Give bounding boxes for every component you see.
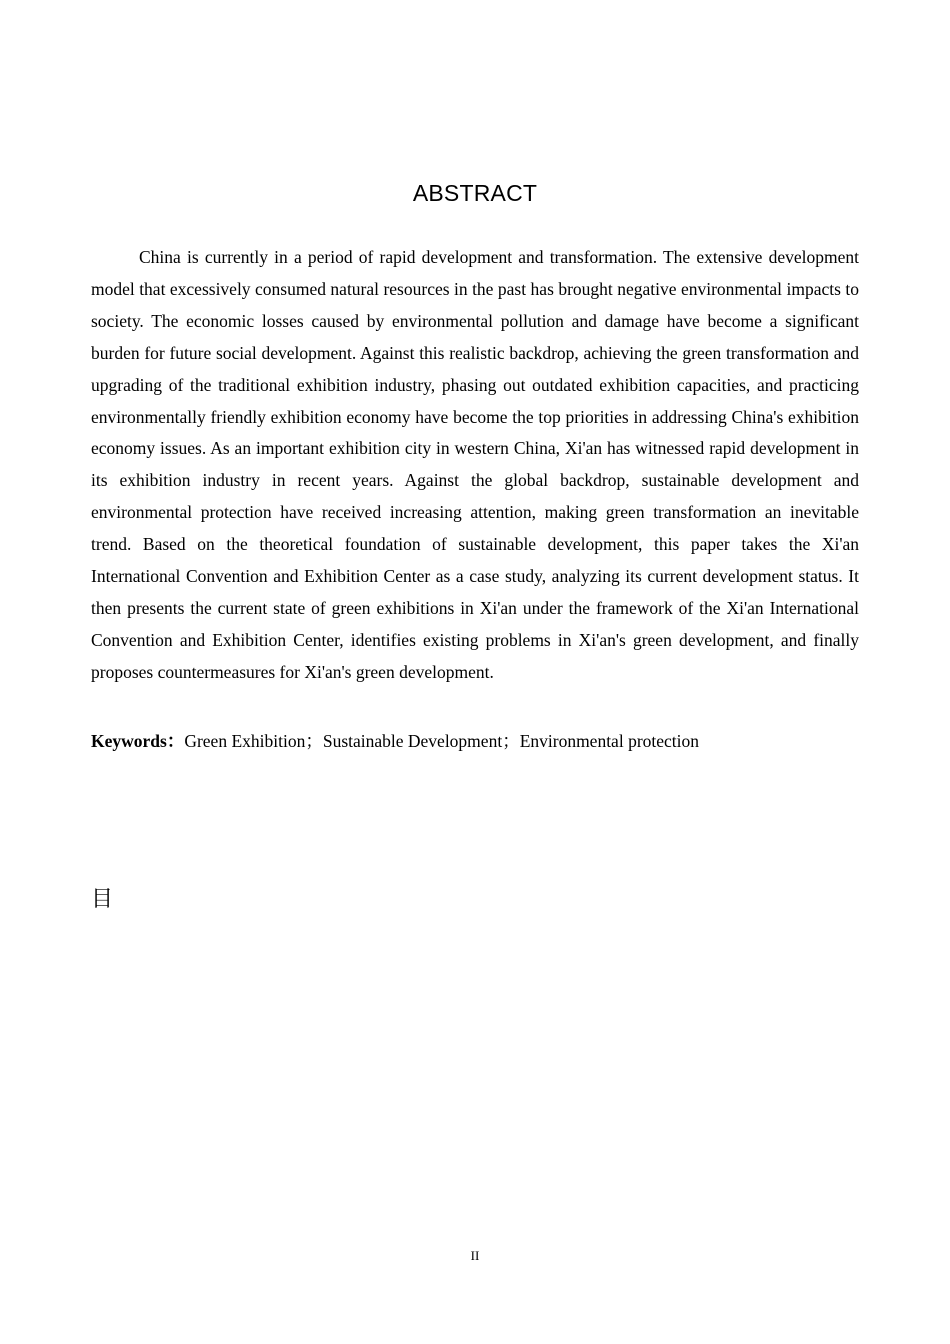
keyword-separator: ； xyxy=(305,731,323,751)
keyword-separator: ； xyxy=(502,731,520,751)
keywords-label: Keywords： xyxy=(91,731,185,751)
page-number: II xyxy=(470,1248,480,1263)
keyword-item: Sustainable Development xyxy=(322,731,503,751)
keyword-item: Environmental protection xyxy=(519,731,700,751)
abstract-title: ABSTRACT xyxy=(412,180,538,206)
keywords-line xyxy=(91,726,871,756)
abstract-body: China is currently in a period of rapid development and transformation. The extensive development model that excessively consumed natural resources in the past has brought negative environmental impacts to society. The economic losses caused by environmental pollution and damage have become a significant burden for future social development. Against this realistic backdrop, achieving the green transformation and upgrading of the traditional exhibition industry, phasing out outdated exhibition capacities, and practicing environmentally friendly exhibition economy have become the top priorities in addressing China's exhibition economy issues. As an important exhibition city in western China, Xi'an has witnessed rapid development in its exhibition industry in recent years. Against the global backdrop, sustainable development and environmental protection have received increasing attention, making green transformation an inevitable trend. Based on the theoretical foundation of sustainable development, this paper takes the Xi'an International Convention and Exhibition Center as a case study, analyzing its current development status. It then presents the current state of green exhibitions in Xi'an under the framework of the Xi'an International Convention and Exhibition Center, identifies existing problems in Xi'an's green development, and finally proposes countermeasures for Xi'an's green development. xyxy=(91,247,859,682)
toc-heading: 目 xyxy=(91,887,114,912)
keyword-item: Green Exhibition xyxy=(184,731,306,751)
